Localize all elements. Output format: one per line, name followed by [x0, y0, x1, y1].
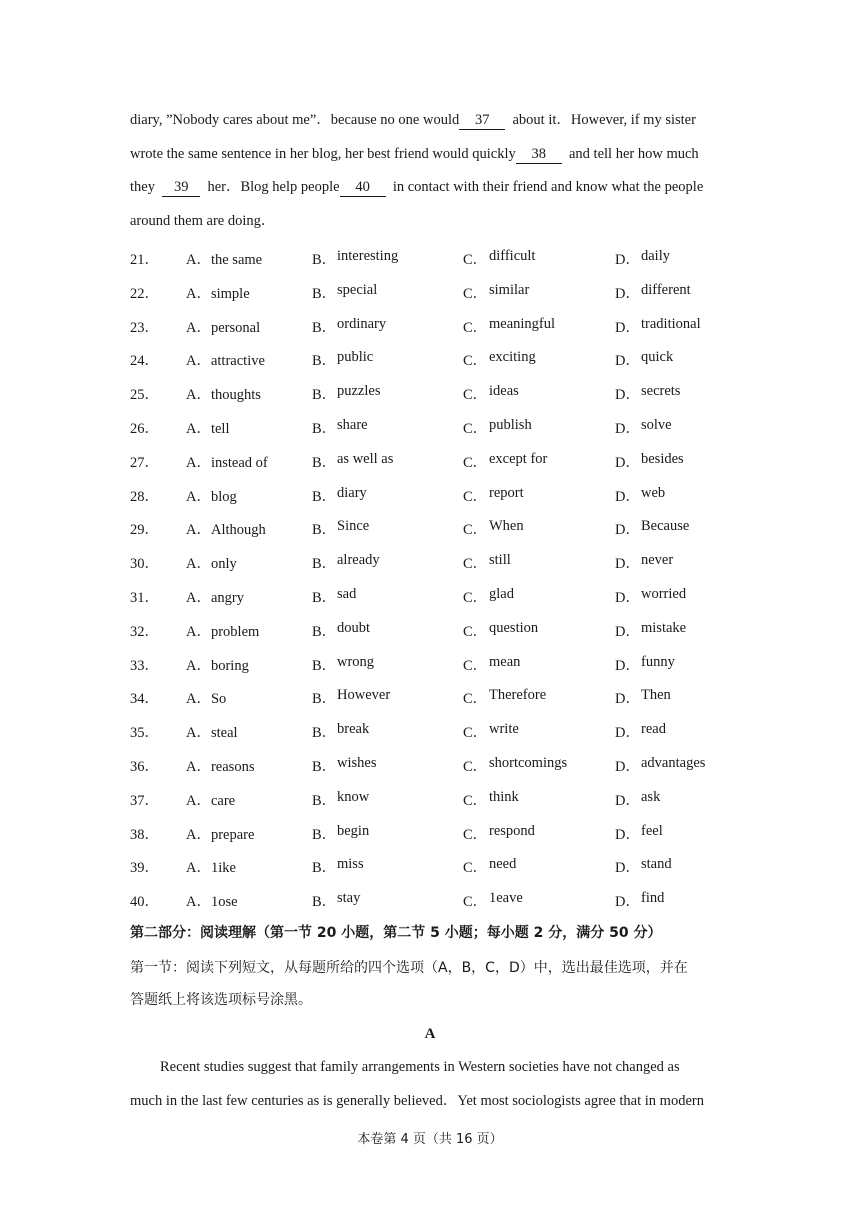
option-c-letter: C． — [463, 252, 488, 268]
option-d: find — [641, 890, 665, 907]
option-b-letter: B． — [312, 860, 337, 877]
question-number: 22． — [130, 285, 159, 302]
option-c-letter: C． — [463, 319, 488, 336]
option-d-letter: D． — [615, 421, 640, 437]
option-d: advantages — [641, 755, 706, 771]
question-number: 36． — [130, 759, 159, 775]
question-number: 31． — [130, 590, 159, 606]
option-c: report — [489, 484, 524, 501]
option-d: funny — [641, 653, 675, 670]
option-d-letter: D． — [615, 590, 640, 606]
option-c-letter: C． — [463, 556, 488, 573]
option-b-letter: B． — [312, 387, 337, 404]
option-b: However — [337, 687, 391, 704]
option-c: 1eave — [489, 890, 523, 907]
option-b-letter: B． — [312, 421, 337, 437]
option-a: A．personal — [186, 319, 261, 336]
option-c: need — [489, 856, 517, 873]
option-a: A．boring — [186, 657, 249, 674]
option-c-letter: C． — [463, 522, 488, 539]
option-d: quick — [641, 349, 674, 366]
option-c: still — [489, 552, 511, 569]
question-number: 25． — [130, 387, 159, 404]
option-b: diary — [337, 484, 367, 501]
question-number: 38． — [130, 826, 159, 843]
blank-40: 40 — [340, 178, 386, 197]
option-a: A．only — [186, 556, 237, 573]
option-a: A．reasons — [186, 759, 255, 775]
option-d-letter: D． — [615, 488, 640, 505]
option-b-letter: B． — [312, 285, 337, 302]
option-d: secrets — [641, 383, 681, 400]
option-d: web — [641, 484, 666, 501]
option-d: traditional — [641, 315, 701, 332]
option-c: shortcomings — [489, 755, 568, 771]
option-b: interesting — [337, 248, 399, 264]
option-b-letter: B． — [312, 488, 337, 505]
option-b-letter: B． — [312, 691, 337, 708]
option-c-letter: C． — [463, 725, 488, 742]
option-c-letter: C． — [463, 421, 488, 437]
option-c-letter: C． — [463, 860, 488, 877]
question-number: 24． — [130, 353, 159, 370]
question-number: 33． — [130, 657, 159, 674]
option-b: know — [337, 788, 370, 805]
option-c-letter: C． — [463, 285, 488, 302]
option-b-letter: B． — [312, 319, 337, 336]
option-d-letter: D． — [615, 353, 640, 370]
option-row — [130, 451, 750, 471]
question-number: 23． — [130, 319, 159, 336]
option-c-letter: C． — [463, 353, 488, 370]
section-title: 第二部分：阅读理解（第一节 20 小题，第二节 5 小题；每小题 2 分，满分 50 分） — [130, 925, 662, 941]
option-a: A．problem — [186, 623, 260, 640]
option-b-letter: B． — [312, 522, 337, 539]
option-row — [130, 586, 750, 606]
option-d-letter: D． — [615, 759, 640, 775]
option-d: Because — [641, 518, 690, 535]
question-number: 37． — [130, 792, 159, 809]
option-row — [130, 856, 750, 876]
option-b-letter: B． — [312, 252, 337, 268]
option-d-letter: D． — [615, 556, 640, 573]
option-b: share — [337, 417, 368, 433]
option-row — [130, 823, 750, 843]
option-b: already — [337, 552, 380, 569]
option-d: never — [641, 552, 674, 569]
question-number: 39． — [130, 860, 159, 877]
option-d: ask — [641, 788, 661, 805]
option-c: When — [489, 518, 524, 535]
section-instructions: 第一节：阅读下列短文，从每题所给的四个选项（A，B，C，D）中，选出最佳选项，并在 答题纸上将该选项标号涂黑。 — [130, 960, 688, 1008]
question-number: 26． — [130, 421, 159, 437]
option-a: A．simple — [186, 285, 250, 302]
option-c-letter: C． — [463, 488, 488, 505]
option-row — [130, 789, 750, 809]
option-d: mistake — [641, 619, 687, 636]
passage-letter: A — [424, 1026, 436, 1042]
option-d: read — [641, 721, 666, 738]
option-c: exciting — [489, 349, 536, 366]
option-a: A．blog — [186, 488, 237, 505]
option-c-letter: C． — [463, 387, 488, 404]
option-b: doubt — [337, 619, 371, 636]
option-c: Therefore — [489, 687, 547, 704]
option-d-letter: D． — [615, 319, 640, 336]
option-d: stand — [641, 856, 672, 873]
option-c: similar — [489, 281, 530, 298]
option-d: different — [641, 281, 691, 298]
option-a: A．instead of — [186, 454, 268, 471]
option-b: wrong — [337, 653, 375, 670]
option-row — [130, 687, 750, 707]
blank-37: 37 — [459, 111, 505, 130]
option-a: A．1ike — [186, 860, 236, 877]
option-c-letter: C． — [463, 590, 488, 606]
option-b-letter: B． — [312, 556, 337, 573]
option-row — [130, 316, 750, 336]
option-c: write — [489, 721, 519, 738]
option-b: as well as — [337, 450, 394, 467]
option-d: worried — [641, 586, 687, 602]
option-c: think — [489, 788, 519, 805]
option-b-letter: B． — [312, 826, 337, 843]
option-b-letter: B． — [312, 657, 337, 674]
option-d-letter: D． — [615, 826, 640, 843]
option-d-letter: D． — [615, 454, 640, 471]
option-d: Then — [641, 687, 671, 704]
option-a: A．attractive — [186, 353, 265, 370]
option-b: special — [337, 281, 378, 298]
option-d-letter: D． — [615, 657, 640, 674]
option-b: begin — [337, 822, 370, 839]
option-d-letter: D． — [615, 894, 640, 911]
option-row — [130, 518, 750, 538]
option-d-letter: D． — [615, 623, 640, 640]
option-a: A．care — [186, 792, 236, 809]
option-row — [130, 349, 750, 369]
option-c: question — [489, 619, 539, 636]
passage-continuation — [130, 104, 730, 239]
option-a: A．the same — [186, 252, 263, 268]
blank-39: 39 — [162, 178, 200, 197]
option-a: A．thoughts — [186, 387, 261, 404]
option-b-letter: B． — [312, 623, 337, 640]
option-a: A．Although — [186, 522, 266, 539]
question-number: 21． — [130, 252, 159, 268]
question-number: 28． — [130, 488, 159, 505]
option-c-letter: C． — [463, 792, 488, 809]
passage-line-1: diary, ”Nobody cares about me”．because no one would 37 about it．However, if my sister — [130, 112, 696, 128]
option-b-letter: B． — [312, 353, 337, 370]
option-c: publish — [489, 417, 532, 433]
option-c: mean — [489, 653, 521, 670]
question-number: 40． — [130, 894, 159, 911]
option-b-letter: B． — [312, 590, 337, 606]
option-row — [130, 383, 750, 403]
option-a: A．prepare — [186, 826, 255, 843]
option-row — [130, 890, 750, 910]
question-number: 30． — [130, 556, 159, 573]
option-row — [130, 282, 750, 302]
page-footer: 本卷第 4 页（共 16 页） — [357, 1132, 503, 1147]
option-d: daily — [641, 248, 670, 264]
passage-line-2: wrote the same sentence in her blog, her best friend would quickly 38 and tell her how much — [130, 145, 699, 162]
option-c: meaningful — [489, 315, 556, 332]
option-b-letter: B． — [312, 454, 337, 471]
option-b-letter: B． — [312, 725, 337, 742]
option-c-letter: C． — [463, 454, 488, 471]
option-d: besides — [641, 450, 684, 467]
question-number: 35． — [130, 725, 159, 742]
option-c: respond — [489, 822, 535, 839]
option-row — [130, 552, 750, 572]
option-c-letter: C． — [463, 657, 488, 674]
option-row — [130, 417, 750, 437]
passage-a: Recent studies suggest that family arrangements in Western societies have not changed as much in the last few centuries as is generally believed．Yet most sociologists agree that in modern — [130, 1059, 704, 1109]
passage-line-4: around them are doing． — [130, 213, 276, 230]
option-d: feel — [641, 822, 663, 839]
option-c-letter: C． — [463, 623, 488, 640]
question-number: 34． — [130, 691, 159, 708]
option-c: difficult — [489, 248, 536, 264]
option-b-letter: B． — [312, 894, 337, 911]
question-number: 29． — [130, 522, 159, 539]
option-row — [130, 485, 750, 505]
option-a: A．steal — [186, 725, 238, 742]
option-c: except for — [489, 450, 548, 467]
option-d-letter: D． — [615, 691, 640, 708]
option-row — [130, 248, 750, 268]
option-b: miss — [337, 856, 364, 873]
option-row — [130, 654, 750, 674]
option-c-letter: C． — [463, 759, 488, 775]
option-c: ideas — [489, 383, 519, 400]
option-d: solve — [641, 417, 672, 433]
passage-line-3: they 39 her．Blog help people 40 in contact with their friend and know what the people — [130, 179, 704, 196]
option-b: sad — [337, 586, 357, 602]
option-c-letter: C． — [463, 826, 488, 843]
option-c-letter: C． — [463, 894, 488, 911]
option-a: A．tell — [186, 421, 230, 437]
option-a: A．angry — [186, 590, 244, 606]
option-row — [130, 620, 750, 640]
option-c: glad — [489, 586, 514, 602]
option-b-letter: B． — [312, 759, 337, 775]
option-d-letter: D． — [615, 792, 640, 809]
option-d-letter: D． — [615, 252, 640, 268]
option-a: A．1ose — [186, 894, 238, 911]
option-d-letter: D． — [615, 860, 640, 877]
option-b: stay — [337, 890, 361, 907]
question-number: 32． — [130, 623, 159, 640]
option-d-letter: D． — [615, 387, 640, 404]
option-d-letter: D． — [615, 522, 640, 539]
option-d-letter: D． — [615, 285, 640, 302]
option-d-letter: D． — [615, 725, 640, 742]
option-b: ordinary — [337, 315, 387, 332]
option-a: A．So — [186, 691, 227, 708]
option-b: public — [337, 349, 374, 366]
option-b: break — [337, 721, 370, 738]
option-row — [130, 721, 750, 741]
question-number: 27． — [130, 454, 159, 471]
option-b: wishes — [337, 755, 377, 771]
blank-38: 38 — [516, 145, 562, 164]
option-b: Since — [337, 518, 370, 535]
option-b-letter: B． — [312, 792, 337, 809]
option-b: puzzles — [337, 383, 381, 400]
option-c-letter: C． — [463, 691, 488, 708]
option-row — [130, 755, 750, 775]
